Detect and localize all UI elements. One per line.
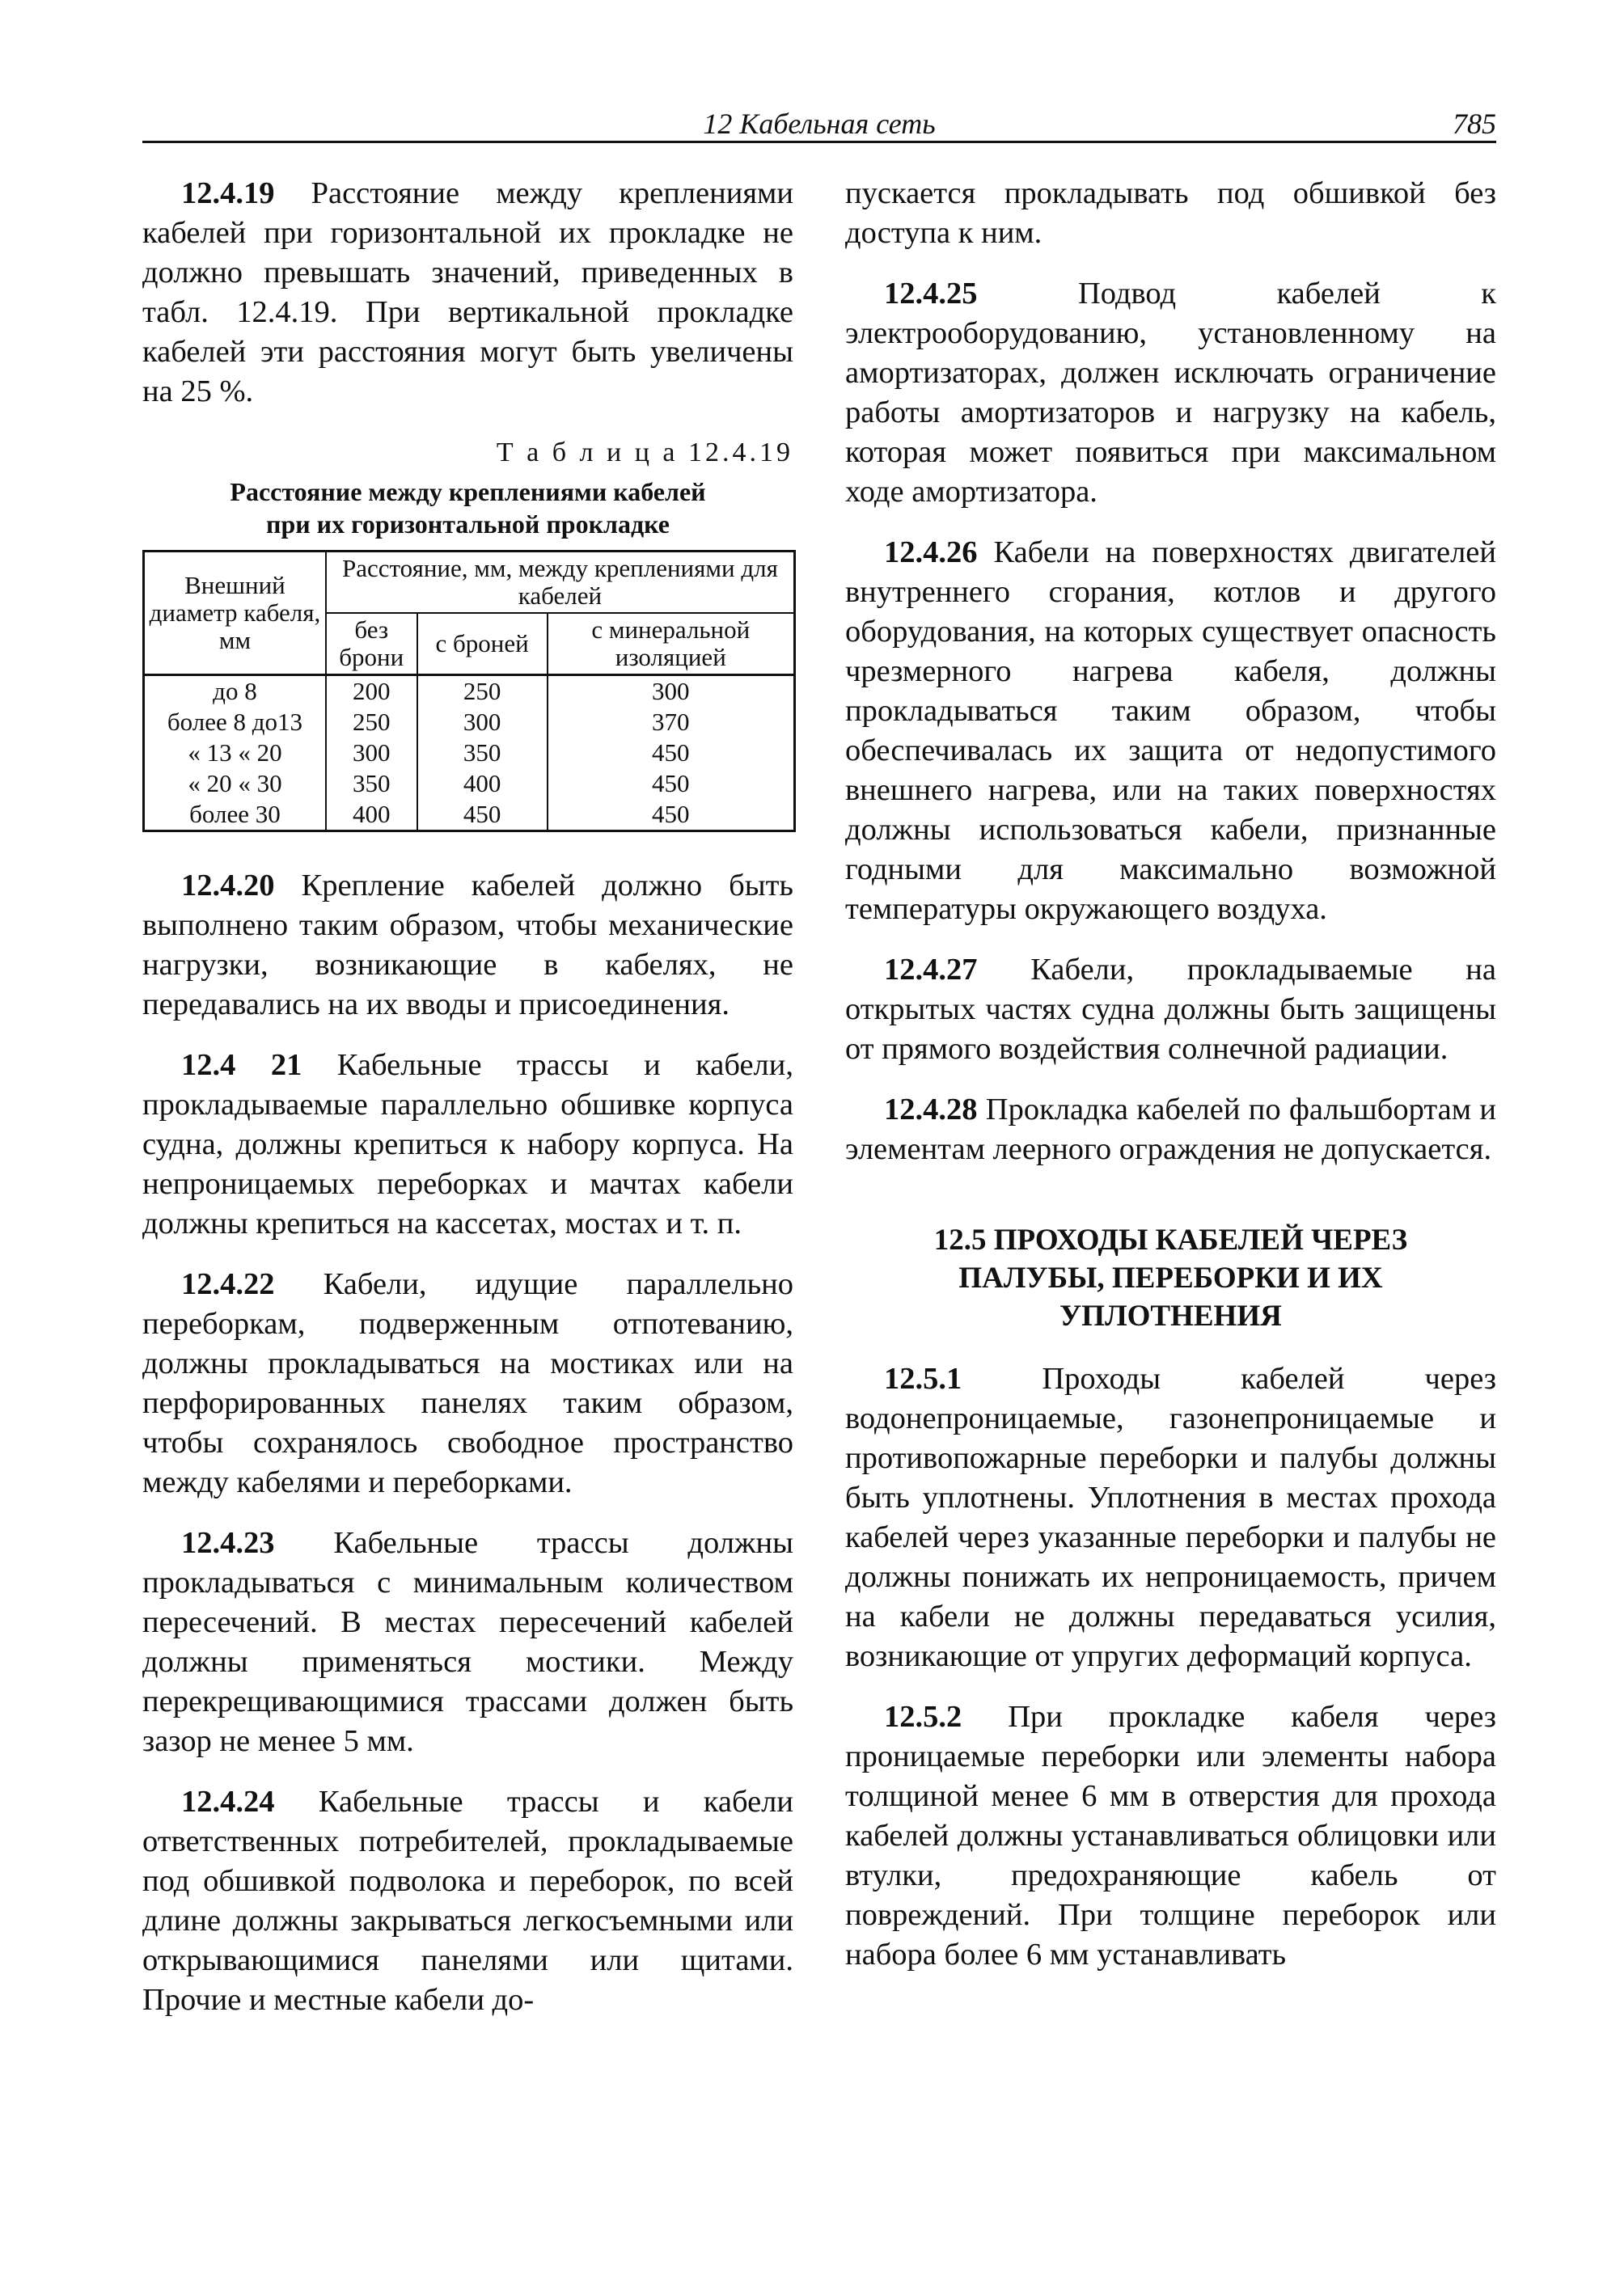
table-row bbox=[144, 768, 795, 799]
table-cell: 450 bbox=[548, 768, 795, 799]
table-title-line: Расстояние между креплениями кабелей bbox=[230, 477, 706, 506]
table-cell: 400 bbox=[326, 799, 417, 831]
table-title bbox=[142, 476, 793, 540]
table-cell: 300 bbox=[417, 707, 548, 738]
header-distance-group: Расстояние, мм, между креплениями для кабелей bbox=[326, 552, 795, 614]
table-cell: « 13 « 20 bbox=[144, 738, 326, 768]
header-outer-diameter: Внешний диаметр кабеля, мм bbox=[144, 552, 326, 675]
clause-number: 12.4 21 bbox=[181, 1048, 302, 1082]
clause-number: 12.4.23 bbox=[181, 1526, 275, 1560]
clause-number: 12.4.26 bbox=[884, 535, 978, 569]
paragraph-12-4-22 bbox=[142, 1265, 793, 1503]
table-row bbox=[144, 707, 795, 738]
table-cell: до 8 bbox=[144, 675, 326, 708]
left-column bbox=[142, 174, 793, 2041]
paragraph-continuation: пускается прокладывать под обшивкой без доступа к ним. bbox=[845, 176, 1496, 250]
page-number: 785 bbox=[1453, 108, 1496, 140]
table-cell: 450 bbox=[548, 738, 795, 768]
table-cell: 400 bbox=[417, 768, 548, 799]
paragraph-12-4-28 bbox=[845, 1090, 1496, 1169]
page-header bbox=[142, 104, 1496, 143]
clause-text: Крепление кабелей должно быть выполнено таким образом, чтобы механические нагрузки, возникающие в кабелях, не передавались на их вводы и присоединения. bbox=[142, 869, 793, 1021]
section-heading-line: ПАЛУБЫ, ПЕРЕБОРКИ И ИХ bbox=[958, 1262, 1383, 1295]
clause-number: 12.4.20 bbox=[181, 869, 275, 902]
clause-text: Кабели, идущие параллельно переборкам, подверженным отпотеванию, должны прокладываться на мостиках или на перфорированных панелях таким образом, чтобы сохранялось свободное пространство между кабелями и переборками. bbox=[142, 1267, 793, 1499]
clause-number: 12.5.2 bbox=[884, 1700, 962, 1734]
clause-text: Подвод кабелей к электрооборудованию, установленному на амортизаторах, должен исключать ограничение работы амортизаторов и нагрузку на кабель, которая может появиться при максимальном ходе амортизатора. bbox=[845, 277, 1496, 509]
table-row bbox=[144, 799, 795, 831]
clause-number: 12.4.24 bbox=[181, 1785, 275, 1819]
clause-text: Кабельные трассы должны прокладываться с минимальным количеством пересечений. В местах пересечений кабелей должны применяться мостики. Между перекрещивающимися трассами должен быть зазор не менее 5 мм. bbox=[142, 1526, 793, 1758]
clause-number: 12.4.25 bbox=[884, 277, 978, 311]
right-column bbox=[845, 174, 1496, 1996]
table-cell: 370 bbox=[548, 707, 795, 738]
clause-text: Кабельные трассы и кабели ответственных потребителей, прокладываемые под обшивкой подволока и переборок, по всей длине должны закрываться легкосъемными или открывающимися панелями или щитами. Прочие и местные кабели до- bbox=[142, 1785, 793, 2017]
section-heading-line: УПЛОТНЕНИЯ bbox=[1059, 1300, 1282, 1333]
table-title-line: при их горизонтальной прокладке bbox=[266, 509, 670, 539]
paragraph-12-5-1 bbox=[845, 1359, 1496, 1676]
table-caption: Т а б л и ц а 12.4.19 bbox=[496, 437, 793, 467]
table-cell: более 8 до13 bbox=[144, 707, 326, 738]
section-heading-12-5 bbox=[845, 1221, 1496, 1335]
clause-text: Расстояние между креплениями кабелей при горизонтальной их прокладке не должно превышать значений, приведенных в табл. 12.4.19. При вертикальной прокладке кабелей эти расстояния могут быть увеличены на 25 %. bbox=[142, 176, 793, 408]
clause-number: 12.4.19 bbox=[181, 176, 275, 210]
paragraph-12-4-25 bbox=[845, 274, 1496, 512]
header-mineral-insulation: с минеральной изоляцией bbox=[548, 613, 795, 675]
table-cell: 250 bbox=[326, 707, 417, 738]
header-armored: с броней bbox=[417, 613, 548, 675]
clause-text: Кабели на поверхностях двигателей внутреннего сгорания, котлов и другого оборудования, на которых существует опасность чрезмерного нагрева кабеля, должны прокладываться таким образом, чтобы обеспечивалась их защита от недопустимого внешнего нагрева, или на таких поверхностях должны использоваться кабели, признанные годными для максимально возможной температуры окружающего воздуха. bbox=[845, 535, 1496, 926]
clause-text: Кабели, прокладываемые на открытых частях судна должны быть защищены от прямого воздействия солнечной радиации. bbox=[845, 953, 1496, 1066]
table-cell: 350 bbox=[326, 768, 417, 799]
paragraph-12-4-20 bbox=[142, 866, 793, 1025]
running-title: 12 Кабельная сеть bbox=[703, 108, 936, 140]
cable-spacing-table bbox=[142, 550, 796, 832]
paragraph-12-5-2 bbox=[845, 1697, 1496, 1975]
table-cell: 250 bbox=[417, 675, 548, 708]
header-unarmored: без брони bbox=[326, 613, 417, 675]
paragraph-12-4-27 bbox=[845, 950, 1496, 1069]
clause-number: 12.4.28 bbox=[884, 1093, 978, 1126]
paragraph-12-4-23 bbox=[142, 1524, 793, 1761]
clause-number: 12.4.27 bbox=[884, 953, 978, 987]
table-row bbox=[144, 675, 795, 708]
table-cell: « 20 « 30 bbox=[144, 768, 326, 799]
table-cell: более 30 bbox=[144, 799, 326, 831]
section-heading-line: 12.5 ПРОХОДЫ КАБЕЛЕЙ ЧЕРЕЗ bbox=[933, 1224, 1408, 1257]
table-cell: 350 bbox=[417, 738, 548, 768]
paragraph-12-4-24 bbox=[142, 1782, 793, 2020]
table-cell: 450 bbox=[548, 799, 795, 831]
clause-text: При прокладке кабеля через проницаемые переборки или элементы набора толщиной менее 6 мм в отверстия для прохода кабелей должны устанавливаться облицовки или втулки, предохраняющие кабель от повреждений. При толщине переборок или набора более 6 мм устанавливать bbox=[845, 1700, 1496, 1972]
table-cell: 300 bbox=[548, 675, 795, 708]
clause-text: Прокладка кабелей по фальшбортам и элементам леерного ограждения не допускается. bbox=[845, 1093, 1496, 1166]
paragraph-12-4-26 bbox=[845, 533, 1496, 929]
table-cell: 200 bbox=[326, 675, 417, 708]
clause-text: Проходы кабелей через водонепроницаемые, газонепроницаемые и противопожарные переборки и палубы должны быть уплотнены. Уплотнения в местах прохода кабелей через указанные переборки и палубы не должны понижать их непроницаемость, причем на кабели не должны передаваться усилия, возникающие от упругих деформаций корпуса. bbox=[845, 1362, 1496, 1673]
table-cell: 300 bbox=[326, 738, 417, 768]
table-row bbox=[144, 738, 795, 768]
table-cell: 450 bbox=[417, 799, 548, 831]
clause-text: Кабельные трассы и кабели, прокладываемые параллельно обшивке корпуса судна, должны крепиться к набору корпуса. На непроницаемых переборках и мачтах кабели должны крепиться на кассетах, мостах и т. п. bbox=[142, 1048, 793, 1241]
clause-number: 12.4.22 bbox=[181, 1267, 275, 1301]
paragraph-12-4-19 bbox=[142, 174, 793, 412]
clause-number: 12.5.1 bbox=[884, 1362, 962, 1396]
paragraph-12-4-21 bbox=[142, 1046, 793, 1244]
